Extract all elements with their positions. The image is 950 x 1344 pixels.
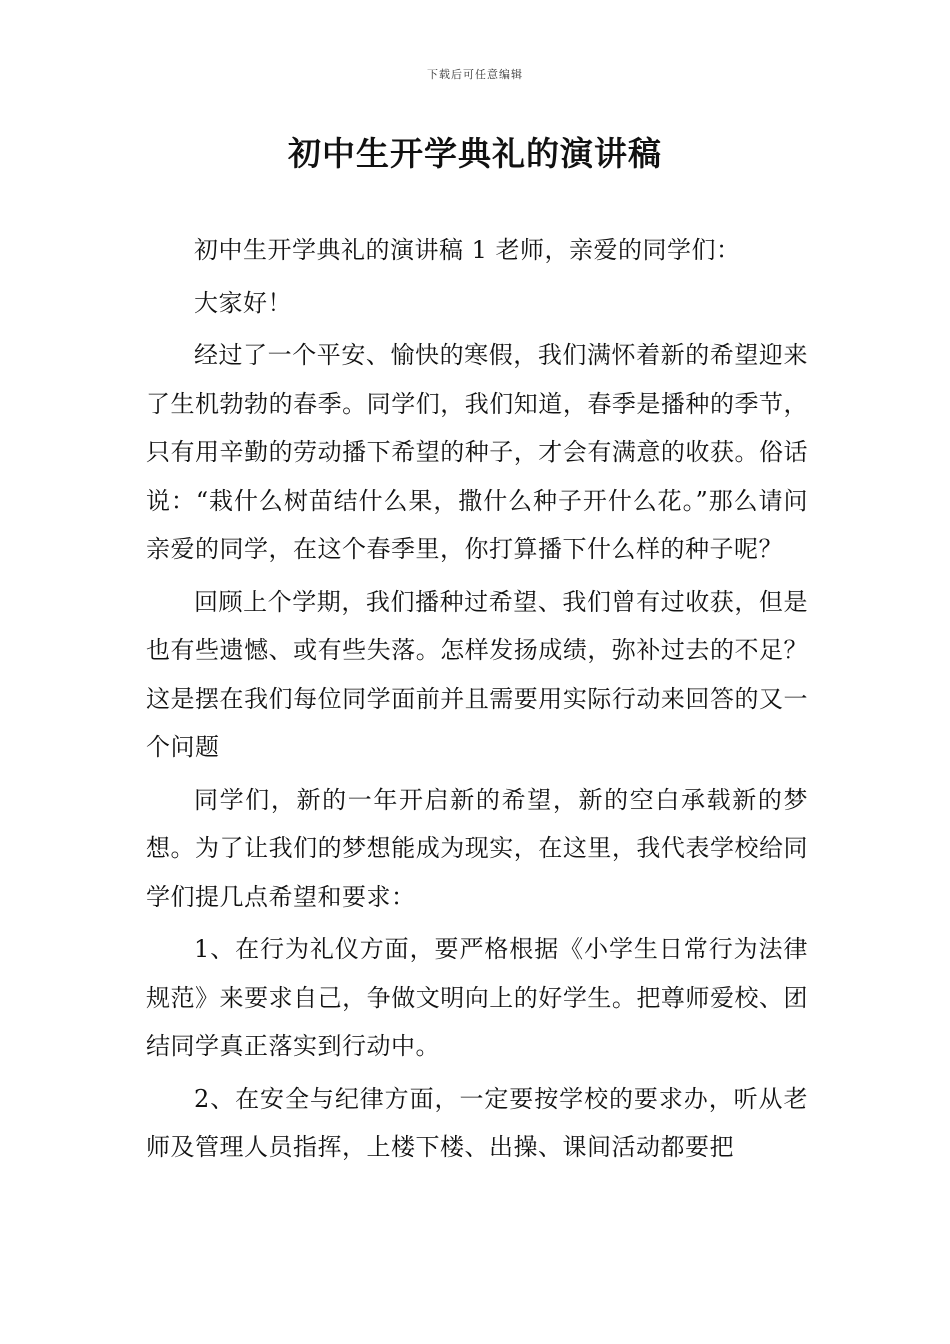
paragraph-review: 回顾上个学期，我们播种过希望、我们曾有过收获，但是也有些遗憾、或有些失落。怎样发扬成绩，弥补过去的不足？这是摆在我们每位同学面前并且需要用实际行动来回答的又一个问题 <box>146 587 808 761</box>
paragraph-requirement-1: 1、在行为礼仪方面，要严格根据《小学生日常行为法律规范》来要求自己，争做文明向上的好学生。把尊师爱校、团结同学真正落实到行动中。 <box>146 935 808 1060</box>
paragraph-hello: 大家好！ <box>194 288 292 317</box>
document-title: 初中生开学典礼的演讲稿 <box>288 134 662 173</box>
paragraph-spring: 经过了一个平安、愉快的寒假，我们满怀着新的希望迎来了生机勃勃的春季。同学们，我们知道，春季是播种的季节，只有用辛勤的劳动播下希望的种子，才会有满意的收获。俗话说：“栽什么树苗结什么果，撒什么种子开什么花。”那么请问亲爱的同学，在这个春季里，你打算播下什么样的种子呢？ <box>146 341 808 563</box>
header-note: 下载后可任意编辑 <box>427 68 523 81</box>
paragraph-greeting: 初中生开学典礼的演讲稿 1 老师，亲爱的同学们： <box>194 236 741 264</box>
paragraph-new-year: 同学们，新的一年开启新的希望，新的空白承载新的梦想。为了让我们的梦想能成为现实，在这里，我代表学校给同学们提几点希望和要求： <box>146 785 808 911</box>
document-body <box>146 226 808 1176</box>
paragraph-requirement-2: 2、在安全与纪律方面，一定要按学校的要求办，听从老师及管理人员指挥，上楼下楼、出操、课间活动都要把 <box>146 1084 808 1161</box>
